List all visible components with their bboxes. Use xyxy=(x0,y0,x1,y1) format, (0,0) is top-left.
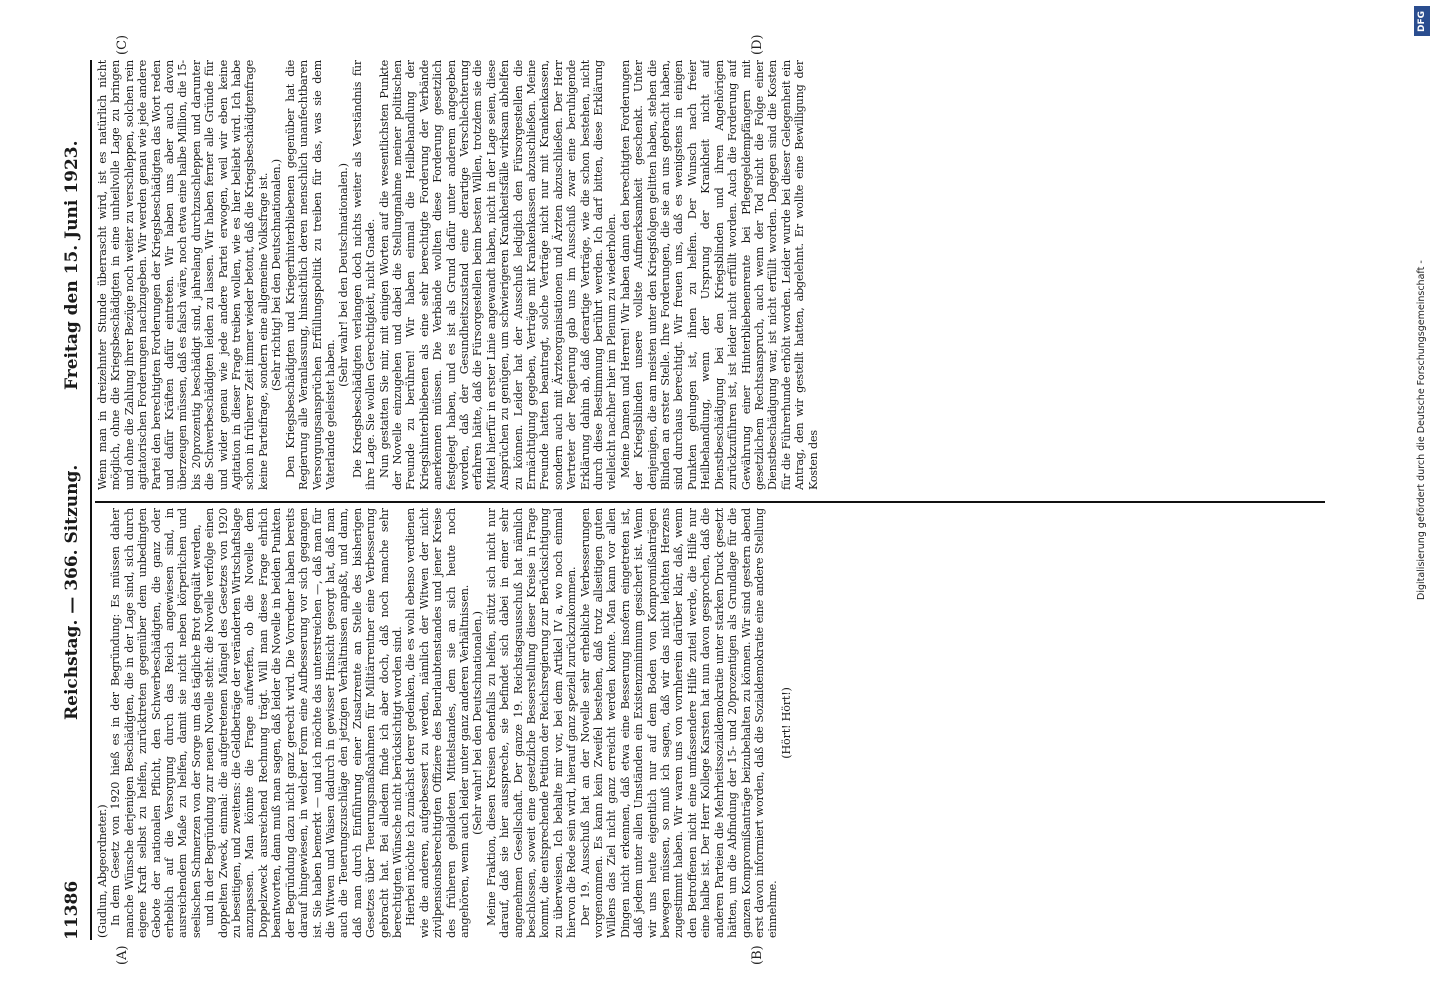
interjection: (Sehr wahr! bei den Deutschnationalen.) xyxy=(471,611,485,835)
margin-marker-a: (A) xyxy=(115,945,130,965)
interjection: (Sehr richtig! bei den Deutschnationalen.) xyxy=(270,159,284,391)
margin-marker-c: (C) xyxy=(115,34,130,55)
paragraph: Meine Fraktion, diesen Kreisen ebenfalls zu helfen, stützt sich nicht nur darauf, daß sie hier ausspreche, sie befindet sich dabei in einer sehr angenehmen Gesellschaft. Der ganze 19. Reichstagsausschuß hat nämlich beschlossen, soweit eine gesetzliche Besserstellung dieser Kreise in Frage kommt, die entsprechende Petition der Reichsregierung zur Berücksichtigung zu überweisen. Ich behalte mir vor, bei dem Artikel IV a, wo noch einmal hiervon die Rede sein wird, hierauf ganz speziell zurückzukommen. xyxy=(484,508,579,938)
paragraph: Den Kriegsbeschädigten und Kriegerhinterbliebenen gegenüber hat die Regierung alle Veranlassung, hinsichtlich deren menschlich unanfechtbaren Versorgungsansprüchen Erfüllungspolitik zu treiben für das, was sie dem Vaterlande geleistet haben. xyxy=(283,60,337,490)
column-divider xyxy=(95,502,1325,504)
speaker-label: (Gudlun, Abgeordneter.) xyxy=(96,804,109,938)
paragraph: Wenn man in dreizehnter Stunde überrascht wird, ist es natürlich nicht möglich, ohne die Kriegsbeschädigten in eine unheilvolle Lage zu bringen und ohne die Zahlung ihrer Bezüge noch weiter zu verschleppen, solchen rein agitatorischen Forderungen nachzugeben. Wir werden genau wie jede andere Partei den berechtigten Forderungen der Kriegsbeschädigten das Wort reden und dafür Kräften dafür eintreten. Wir haben uns aber auch davon überzeugen müssen, daß es falsch wäre, noch etwa eine halbe Million, die 15- bis 20prozentig beschädigt sind, jahrelang durchzuschleppen und darunter die Schwerbeschädigten leiden zu lassen. Wir haben ferner alle Gründe für und wider genau wie jede andere Partei erwogen, weil wir eben keine Agitation in dieser Frage treiben wollen, wie es hier beliebt wird. Ich habe schon in früherer Zeit immer wieder betont, daß die Kriegsbeschädigtenfrage keine Parteifrage, sondern eine allgemeine Volksfrage ist. xyxy=(96,60,270,490)
paragraph: Der 19. Ausschuß hat an der Novelle sehr erhebliche Verbesserungen vorgenommen. Es kann kein Zweifel bestehen, daß trotz allseitigen guten Willens das Ziel nicht ganz erreicht werden konnte. Man kann vor allen Dingen nicht erkennen, daß etwa eine Besserung insofern eingetreten ist, daß jedem unter allen Umständen ein Existenzminimum gesichert ist. Wenn wir uns heute eigentlich nur auf dem Boden von Kompromißanträgen bewegen müssen, so muß ich sagen, daß wir das nicht leichten Herzens zugestimmt haben. Wir waren uns von vornherein darüber klar, daß, wenn den Betroffenen nicht eine umfassendere Hilfe zuteil werde, die Hilfe nur eine halbe ist. Der Herr Kollege Karsten hat nun davon gesprochen, daß die anderen Parteien die Mehrheitssozialdemokratie unter starken Druck gesetzt hätten, um die Abfindung der 15- und 20prozentigen als Grundlage für die ganzen Kompromißanträge beizubehalten zu können. Wir sind gestern abend erst davon informiert worden, daß die Sozialdemokratie eine andere Stellung einnehme. xyxy=(578,508,780,938)
paragraph: Hierbei möchte ich zunächst derer gedenken, die es wohl ebenso verdienen wie die anderen, aufgebessert zu werden, nämlich der Witwen der nicht zivilpensionsberechtigten Offiziere des Beurlaubtenstandes und jener Kreise des früheren gebildeten Mittelstandes, dem sie an sich heute noch angehören, wenn auch leider unter ganz anderen Verhältnissen. xyxy=(404,508,471,938)
paragraph: Meine Damen und Herren! Wir haben dann den berechtigten Forderungen der Kriegsblinden unsere vollste Aufmerksamkeit geschenkt. Unter denjenigen, die am meisten unter den Kriegsfolgen gelitten haben, stehen die Blinden an erster Stelle. Ihre Forderungen, die sie an uns gebracht haben, sind durchaus berechtigt. Wir freuen uns, daß es wenigstens in einigen Punkten gelungen ist, ihnen zu helfen. Der Wunsch nach freier Heilbehandlung, wenn der Ursprung der Krankheit nicht auf Dienstbeschädigung bei den Kriegsblinden und ihren Angehörigen zurückzuführen ist, ist leider nicht erfüllt worden. Auch die Forderung auf Gewährung einer Hinterbliebenenrente bei Pflegegeldempfängern mit gesetzlichem Rechtsanspruch, auch wenn der Tod nicht die Folge einer Dienstbeschädigung war, ist nicht erfüllt worden. Dagegen sind die Kosten für die Führerhunde erhöht worden. Leider wurde bei dieser Gelegenheit ein Antrag, den wir gestellt hatten, abgelehnt. Er wollte eine Bewilligung der Kosten des xyxy=(618,60,820,490)
margin-marker-d: (D) xyxy=(750,34,765,55)
paragraph: In dem Gesetz von 1920 hieß es in der Begründung: Es müssen daher manche Wünsche derjenigen Beschädigten, die in der Lage sind, sich durch eigene Kraft selbst zu helfen, zurücktreten gegenüber dem unbedingten Gebote der nationalen Pflicht, den Schwerbeschädigten, die ganz oder erheblich auf die Versorgung durch das Reich angewiesen sind, in ausreichendem Maße zu helfen, damit sie nicht neben körperlichen und seelischen Schmerzen von der Sorge um das tägliche Brot gequält werden, xyxy=(109,508,203,938)
right-page-header xyxy=(62,60,88,500)
paragraph: Nun gestatten Sie mir, mit einigen Worten auf die wesentlichsten Punkte der Novelle einzugehen und dabei die Stellungnahme meiner politischen Freunde zu berühren! Wir haben einmal die Heilbehandlung der Kriegshinterbliebenen als eine sehr berechtigte Forderung der Verbände anerkennen müssen. Die Verbände wollten diese Forderung gesetzlich festgelegt haben, und es ist als Grund dafür unter anderem angegeben worden, daß der Gesundheitszustand eine derartige Verschlechterung erfahren hätte, daß die Fürsorgestellen beim besten Willen, trotzdem sie die Mittel hierfür in erster Linie angewandt haben, nicht in der Lage seien, diese Ansprüchen zu genügen, um schwierigeren Krankheitsfälle wirksam abhelfen zu können. Leider hat der Ausschuß lediglich den Fürsorgestellen die Ermächtigung gegeben, Verträge mit Krankenkassen abzuschließen. Meine Freunde hatten beantragt, solche Verträge nicht nur mit Krankenkassen, sondern auch mit Ärzteorganisationen und Ärzten abzuschließen. Der Herr Vertreter der Regierung gab uns im Ausschuß zwar eine beruhigende Erklärung dahin ab, daß derartige Verträge, wie die schon bestehen, nicht durch diese Bestimmung berührt werden. Ich darf bitten, diese Erklärung vielleicht nachher hier im Plenum zu wiederholen. xyxy=(377,60,619,490)
interjection: (Sehr wahr! bei den Deutschnationalen.) xyxy=(337,163,351,387)
dfg-watermark xyxy=(1414,6,1430,996)
margin-marker-b: (B) xyxy=(750,945,765,965)
interjection: (Hört! Hört!) xyxy=(779,687,793,759)
left-running-title: Reichstag. — 366. Sitzung. xyxy=(62,464,82,720)
watermark-text: Digitalisierung gefördert durch die Deutsche Forschungsgemeinschaft - xyxy=(1416,260,1427,600)
header-rule xyxy=(90,60,92,940)
right-column xyxy=(96,60,1326,490)
paragraph: Die Kriegsbeschädigten verlangen doch nichts weiter als Verständnis für ihre Lage. Sie wollen Gerechtigkeit, nicht Gnade. xyxy=(350,60,378,490)
page-number: 11386 xyxy=(62,880,82,940)
dfg-logo: DFG xyxy=(1414,6,1430,36)
left-column xyxy=(96,508,1326,938)
right-running-title: Freitag den 15. Juni 1923. xyxy=(62,140,82,390)
paragraph: und in der Begründung zur neuen Novelle steht: die Novelle verfolge einen doppelten Zweck, einmal: die aufgetretenen Mängel des Gesetzes von 1920 zu beseitigen, und zweitens: die Geldbeträge der veränderten Wirtschaftslage anzupassen. Man könnte die Frage aufwerfen, ob die Novelle dem Doppelzweck ausreichend Rechnung trägt. Will man diese Frage ehrlich beantworten, dann muß man sagen, daß leider die Novelle in beiden Punkten der Begründung dazu nicht ganz gerecht wird. Die Vorredner haben bereits darauf hingewiesen, in welcher Form eine Aufbesserung vor sich gegangen ist. Sie haben bemerkt — und ich möchte das unterstreichen —, daß man für die Witwen und Waisen dadurch in gewisser Hinsicht gesorgt hat, daß man auch die Teuerungszuschläge den jetzigen Verhältnissen anpaßt, und dann, daß man durch Einführung einer Zusatzrente an Stelle des bisherigen Gesetzes über Teuerungsmaßnahmen für Militärrentner eine Verbesserung gebracht hat. Bei alledem finde ich aber doch, daß noch manche sehr berechtigten Wünsche nicht berücksichtigt worden sind. xyxy=(203,508,404,938)
